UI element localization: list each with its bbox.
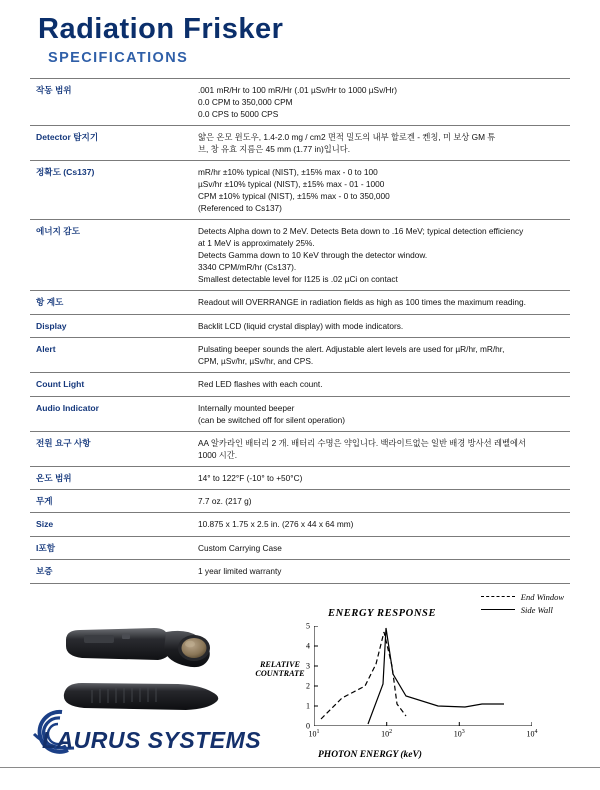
spec-value-line: .001 mR/Hr to 100 mR/Hr (.01 µSv/Hr to 1000 µSv/Hr): [198, 84, 398, 95]
table-row: [30, 338, 570, 373]
spec-value-line: Detects Alpha down to 2 MeV. Detects Beta down to .16 MeV; typical detection efficiency: [198, 226, 524, 237]
spec-value: [192, 513, 570, 536]
spec-value-line: 0.0 CPM to 350,000 CPM: [198, 96, 293, 107]
spec-label: 무게: [30, 490, 192, 513]
spec-value: [192, 560, 570, 583]
spec-value: [192, 373, 570, 396]
spec-value-line: Detects Gamma down to 10 KeV through the detector window.: [198, 250, 428, 261]
table-row: [30, 78, 570, 125]
table-row: [30, 160, 570, 219]
spec-value-line: 1000 시간.: [198, 449, 238, 460]
table-row: [30, 431, 570, 466]
frisker-front-photo: [62, 622, 232, 668]
spec-label: Display: [30, 314, 192, 337]
spec-value-line: Readout will OVERRANGE in radiation fields as high as 100 times the maximum reading.: [198, 297, 526, 308]
spec-label: 항 계도: [30, 291, 192, 314]
spec-value-line: Internally mounted beeper: [198, 402, 295, 413]
table-row: [30, 560, 570, 583]
spec-value-line: Smallest detectable level for I125 is .02 µCi on contact: [198, 274, 398, 285]
table-row: [30, 536, 570, 559]
table-row: [30, 125, 570, 160]
spec-value-line: Custom Carrying Case: [198, 542, 282, 553]
spec-label: 전원 요구 사항: [30, 431, 192, 466]
spec-label: 에너지 감도: [30, 220, 192, 291]
spec-label: Audio Indicator: [30, 396, 192, 431]
x-tick-10e4: $10^4$: [526, 728, 538, 739]
logo-text: LAURUS SYSTEMS: [42, 727, 262, 753]
y-tick-2: 2: [306, 681, 310, 691]
table-row: [30, 466, 570, 489]
table-row: [30, 490, 570, 513]
spec-value: [192, 220, 570, 291]
spec-value-line: 0.0 CPS to 5000 CPS: [198, 108, 279, 119]
spec-value: [192, 431, 570, 466]
y-tick-0: 0: [306, 721, 310, 731]
spec-value-line: 얇은 온모 윈도우, 1.4-2.0 mg / cm2 면적 밀도의 내부 할로겐 - 켄칭, 미 보상 GM 튜: [198, 131, 496, 142]
chart-plot-area: [306, 621, 538, 739]
legend-item-end-window: [481, 592, 564, 602]
spec-value-line: 브, 창 유효 지름은 45 mm (1.77 in)입니다.: [198, 143, 351, 154]
x-tick-10e3: $10^3$: [453, 728, 465, 739]
page-subtitle: SPECIFICATIONS: [48, 49, 189, 66]
spec-value-line: 7.7 oz. (217 g): [198, 496, 252, 507]
spec-value-line: AA 알카라인 배터리 2 개. 배터리 수명은 약입니다. 백라이트없는 일반 배경 방사선 레벨에서: [198, 437, 527, 448]
spec-value: [192, 160, 570, 219]
legend-label: End Window: [520, 591, 564, 602]
spec-value-line: at 1 MeV is approximately 25%.: [198, 238, 315, 249]
spec-label: Alert: [30, 338, 192, 373]
table-row: [30, 513, 570, 536]
spec-label: 보증: [30, 560, 192, 583]
y-tick-4: 4: [306, 641, 310, 651]
spec-value-line: Pulsating beeper sounds the alert. Adjustable alert levels are used for µR/hr, mR/hr,: [198, 344, 505, 355]
y-tick-1: 1: [306, 701, 310, 711]
spec-label: Detector 탐지기: [30, 125, 192, 160]
table-row: [30, 396, 570, 431]
spec-value-line: (can be switched off for silent operation): [198, 414, 345, 425]
spec-label: Size: [30, 513, 192, 536]
spec-value: [192, 314, 570, 337]
spec-value-line: 14° to 122°F (-10° to +50°C): [198, 472, 303, 483]
y-tick-5: 5: [306, 621, 310, 631]
spec-value-line: µSv/hr ±10% typical (NIST), ±15% max - 01 - 1000: [198, 178, 385, 189]
chart-title: ENERGY RESPONSE: [328, 607, 437, 619]
spec-value: [192, 466, 570, 489]
footer-divider: [0, 767, 600, 768]
chart-x-axis-label: PHOTON ENERGY (keV): [318, 749, 422, 760]
spec-label: 작동 범위: [30, 78, 192, 125]
page-title: Radiation Frisker: [38, 13, 284, 45]
spec-label: 온도 범위: [30, 466, 192, 489]
legend-label: Side Wall: [520, 604, 553, 615]
y-axis-label-line2: COUNTRATE: [255, 669, 305, 679]
spec-value: [192, 396, 570, 431]
table-row: [30, 314, 570, 337]
spec-value: [192, 338, 570, 373]
y-tick-3: 3: [306, 661, 310, 671]
spec-value-line: Red LED flashes with each count.: [198, 379, 323, 390]
spec-value-line: CPM ±10% typical (NIST), ±15% max - 0 to 350,000: [198, 191, 390, 201]
spec-value-line: 10.875 x 1.75 x 2.5 in. (276 x 44 x 64 mm): [198, 519, 354, 530]
chart-svg: [314, 626, 532, 726]
energy-response-chart: [255, 607, 558, 768]
dashed-line-icon: [481, 596, 515, 597]
spec-value: [192, 125, 570, 160]
x-tick-10e2: $10^2$: [381, 728, 393, 739]
figure-area: [30, 590, 570, 790]
chart-y-axis-label: [252, 660, 308, 679]
spec-sheet-page: [0, 14, 600, 778]
spec-value: [192, 78, 570, 125]
specifications-table: [30, 78, 570, 584]
spec-label: I포함: [30, 536, 192, 559]
y-axis-label-line1: RELATIVE: [259, 659, 301, 669]
spec-value-line: CPM, µSv/hr, µSv/hr, and CPS.: [198, 356, 314, 367]
spec-value: [192, 490, 570, 513]
spec-label: 정확도 (Cs137): [30, 160, 192, 219]
spec-value-line: Backlit LCD (liquid crystal display) with mode indicators.: [198, 320, 404, 331]
spec-value-line: 3340 CPM/mR/hr (Cs137).: [198, 262, 297, 273]
spec-label: Count Light: [30, 373, 192, 396]
spec-value: [192, 291, 570, 314]
spec-value-line: (Referenced to Cs137): [198, 203, 282, 214]
table-row: [30, 373, 570, 396]
spec-value: [192, 536, 570, 559]
table-row: [30, 220, 570, 291]
spec-value-line: mR/hr ±10% typical (NIST), ±15% max - 0 to 100: [198, 166, 378, 177]
x-tick-10e1: $10^1$: [308, 728, 320, 739]
specifications-table-body: [30, 78, 570, 583]
spec-value-line: 1 year limited warranty: [198, 566, 282, 577]
table-row: [30, 291, 570, 314]
